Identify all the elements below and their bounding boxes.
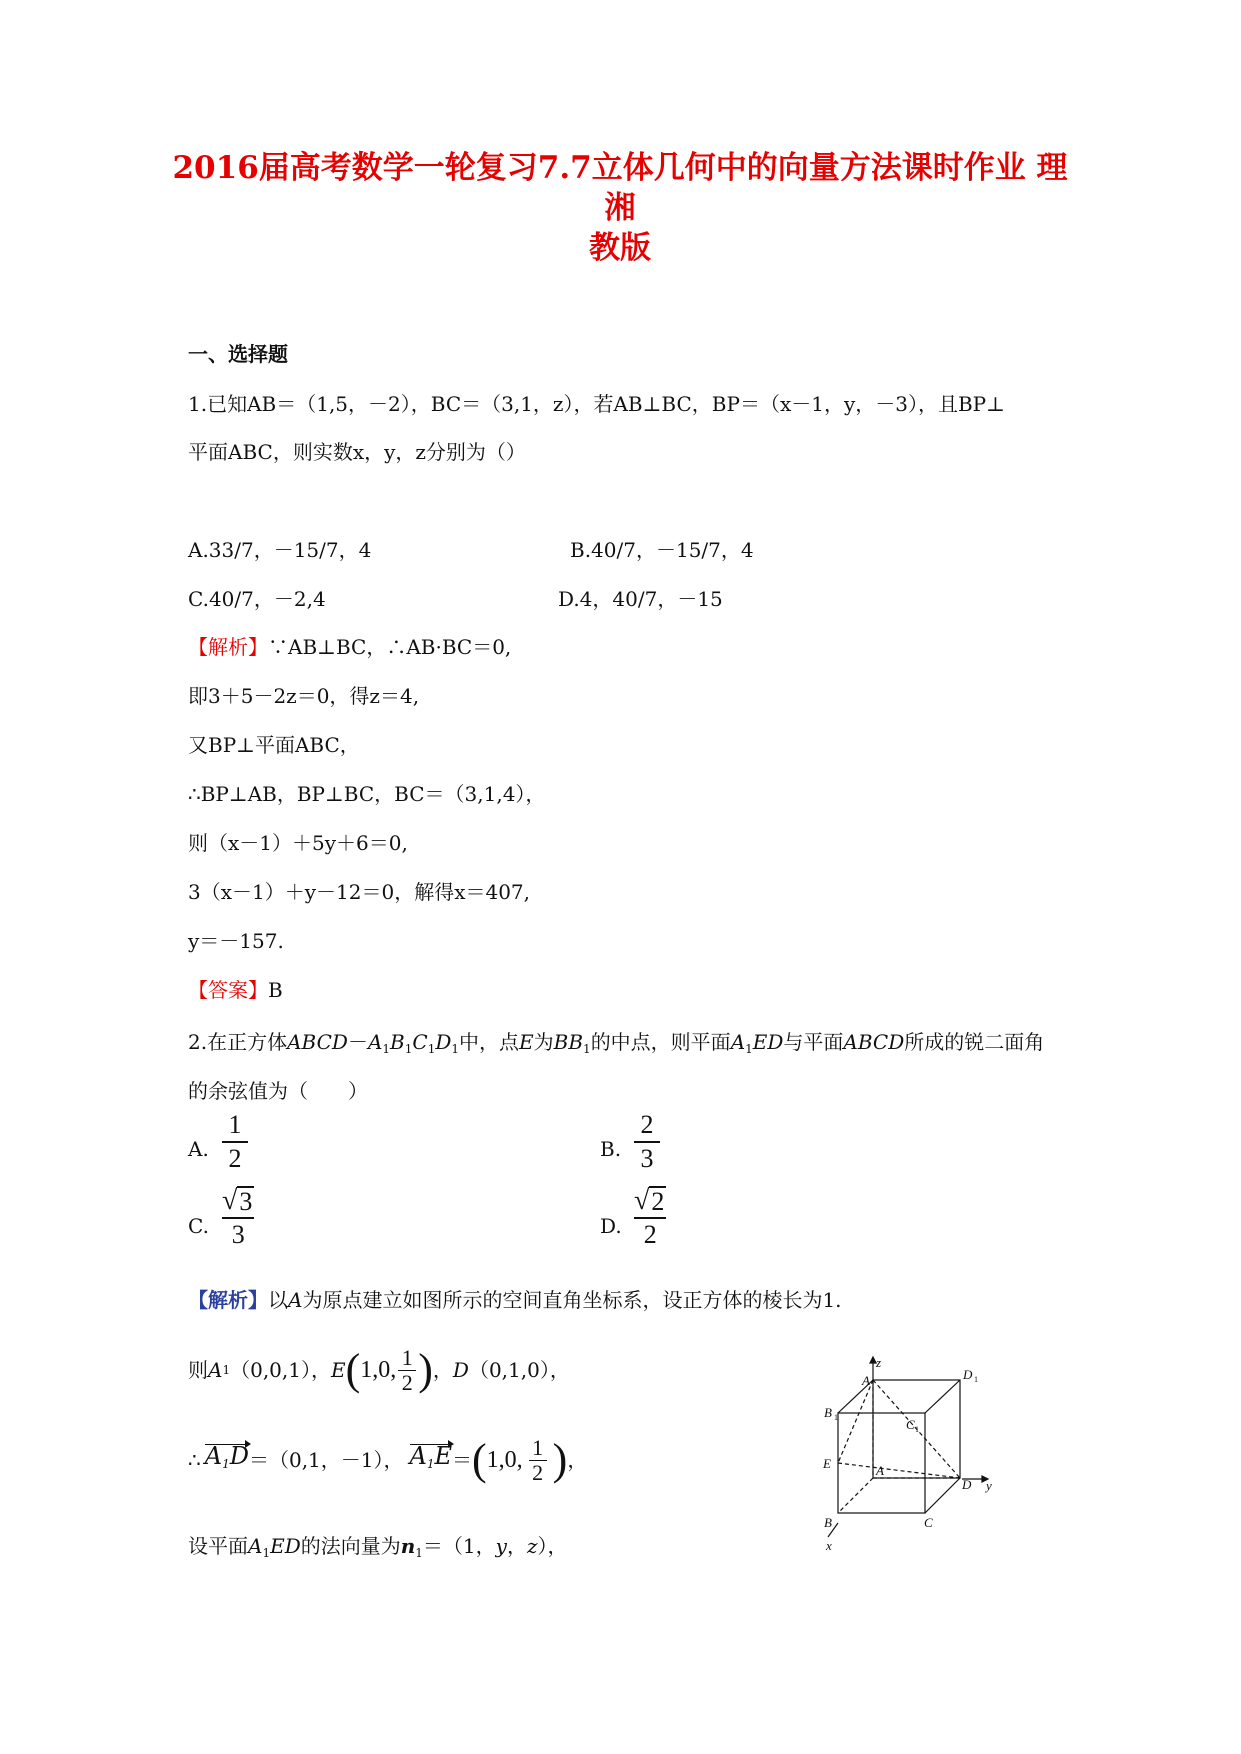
point-a1: A [208, 1358, 223, 1382]
fraction-bar [222, 1141, 248, 1143]
q2-option-a-label: A. [188, 1137, 209, 1161]
vertex-a1: A [367, 1030, 383, 1054]
vertex-d1: D [435, 1030, 452, 1054]
segment-e-d [838, 1463, 960, 1478]
left-paren: ( [345, 1345, 361, 1394]
normal-text: 的法向量为 [300, 1534, 401, 1558]
label-c1: C [906, 1417, 915, 1432]
vector-a1d: $A_1D$ [205, 1442, 249, 1478]
denominator: 2 [643, 1220, 657, 1249]
label-y: y [986, 1478, 992, 1493]
segment-a1-e [838, 1380, 873, 1463]
var-z: z [526, 1534, 538, 1558]
numerator: 1 [532, 1434, 544, 1460]
d-coordinates: （0,1,0）， [468, 1358, 570, 1382]
cube-name: ABCD [287, 1030, 348, 1054]
numerator: 1 [228, 1110, 242, 1139]
q1-option-a: A.33/7，－15/7，4 [188, 538, 372, 562]
analysis-tag: 【解析】 [188, 635, 268, 659]
q2-stem-text: 2.在正方体 [188, 1030, 288, 1054]
q2-stem-text: 与平面 [783, 1030, 844, 1054]
label-d1-sub: 1 [974, 1375, 978, 1384]
subscript: 1 [427, 1042, 436, 1056]
normal-vector-n: n [400, 1534, 416, 1558]
section-heading: 一、选择题 [188, 342, 288, 366]
subscript: 1 [451, 1042, 460, 1056]
therefore-symbol: ∴ [188, 1448, 201, 1472]
denominator: 3 [640, 1144, 654, 1173]
subscript: 1 [583, 1042, 591, 1056]
edge-d1-c1 [925, 1380, 960, 1413]
vector-a1e-half-fraction [529, 1436, 547, 1485]
q2-stem-line1 [188, 1028, 1044, 1063]
point-d: D [452, 1358, 469, 1382]
label-c: C [924, 1515, 933, 1530]
subscript: 1 [415, 1546, 423, 1560]
q2-normal-line [188, 1532, 568, 1567]
q2-option-b-label: B. [600, 1137, 622, 1161]
vector-a1e: $A_1E$ [410, 1442, 453, 1478]
numerator: 2 [640, 1110, 654, 1139]
q1-stem-line1: 1.已知AB＝（1,5，－2），BC＝（3,1，z），若AB⊥BC，BP＝（x－1，y，－3），且BP⊥ [188, 392, 1005, 416]
right-paren: ) [418, 1345, 433, 1394]
dash: － [347, 1030, 368, 1054]
label-b1-sub: 1 [834, 1413, 838, 1422]
subscript: 1 [222, 1363, 231, 1377]
q1-analysis-line6: 3（x－1）＋y－12＝0，解得x＝407, [188, 880, 531, 904]
q2-option-a-fraction [222, 1110, 248, 1174]
q2-stem-text: 所成的锐二面角 [904, 1030, 1045, 1054]
origin-a: A [288, 1288, 303, 1312]
label-d1: D [963, 1367, 973, 1382]
label-a: A [876, 1463, 884, 1478]
square-root: √ 2 [634, 1185, 665, 1216]
plane-ed: ED [270, 1534, 301, 1558]
document-title-line1: 2016届高考数学一轮复习7.7立体几何中的向量方法课时作业 理湘 [172, 150, 1068, 226]
document-title-line2: 教版 [589, 230, 651, 266]
vertex-b1: B [390, 1030, 405, 1054]
q1-analysis-line7: y＝－157. [188, 929, 284, 953]
fraction-bar [222, 1217, 254, 1219]
numerator: 1 [401, 1344, 413, 1370]
q2-option-b-fraction [634, 1110, 660, 1174]
radicand: 3 [239, 1187, 253, 1216]
normal-prefix: 设平面 [188, 1534, 248, 1558]
e-half-fraction [398, 1346, 416, 1395]
label-c1-sub: 1 [915, 1425, 919, 1434]
label-z: z [876, 1355, 882, 1370]
label-e: E [823, 1456, 831, 1471]
comma: ， [506, 1534, 527, 1558]
q2-stem-text: 的中点，则平面 [590, 1030, 731, 1054]
denominator: 3 [231, 1220, 245, 1249]
square-root: √ 3 [222, 1185, 253, 1216]
edge-bb1: BB [553, 1030, 584, 1054]
edge-d-c [925, 1478, 960, 1513]
q2-coords-line [188, 1340, 570, 1400]
denominator: 2 [532, 1459, 544, 1485]
subscript: 1 [262, 1546, 271, 1560]
analysis-tag: 【解析】 [188, 1288, 268, 1312]
label-b1: B [824, 1405, 832, 1420]
edge-a-b-hidden [838, 1478, 873, 1513]
equals-sign: ＝ [452, 1448, 473, 1472]
var-y: y [495, 1534, 507, 1558]
q1-analysis-line5: 则（x－1）＋5y＋6＝0, [188, 831, 408, 855]
comma: ， [432, 1358, 453, 1382]
normal-value: ＝（1， [422, 1534, 496, 1558]
analysis-text: 为原点建立如图所示的空间直角坐标系，设正方体的棱长为1. [302, 1288, 842, 1312]
coords-prefix: 则 [188, 1358, 208, 1382]
subscript: 1 [745, 1042, 753, 1056]
q2-option-c-fraction [222, 1186, 254, 1250]
fraction-bar [634, 1217, 666, 1219]
left-paren: ( [472, 1435, 487, 1484]
plane-abcd: ABCD [843, 1030, 905, 1054]
vector-a1d-value: ＝（0,1，－1）， [248, 1448, 404, 1472]
label-x: x [826, 1538, 832, 1553]
plane-a1: A [730, 1030, 746, 1054]
plane-ed: ED [752, 1030, 784, 1054]
q2-option-c-label: C. [188, 1214, 209, 1238]
normal-end: ）， [537, 1534, 568, 1558]
q2-option-d-label: D. [600, 1214, 622, 1238]
q1-analysis-line2: 即3＋5－2z＝0，得z＝4, [188, 684, 420, 708]
q2-analysis-line1 [188, 1286, 842, 1314]
q1-option-d: D.4，40/7，－15 [558, 587, 723, 611]
plane-a1: A [248, 1534, 263, 1558]
q1-option-c: C.40/7，－2,4 [188, 587, 326, 611]
point-e: E [330, 1358, 346, 1382]
subscript: 1 [382, 1042, 391, 1056]
right-paren: ) [552, 1435, 568, 1484]
denominator: 2 [228, 1144, 242, 1173]
answer-tag: 【答案】 [188, 978, 268, 1002]
analysis-text: ∵AB⊥BC，∴AB·BC＝0, [268, 635, 512, 659]
answer-value: B [268, 978, 283, 1002]
vector-a1e-value: 1,0, [486, 1447, 523, 1473]
vertex-c1: C [412, 1030, 428, 1054]
analysis-text: 以 [268, 1288, 288, 1312]
denominator: 2 [401, 1369, 413, 1395]
q2-stem-text: 中，点 [459, 1030, 520, 1054]
label-a1: A [862, 1373, 870, 1388]
fraction-bar [634, 1141, 660, 1143]
q1-option-b: B.40/7，－15/7，4 [570, 538, 754, 562]
a1-coordinates: （0,0,1）， [230, 1358, 331, 1382]
q1-stem-line2: 平面ABC，则实数x，y，z分别为（） [188, 440, 526, 464]
q2-stem-line2: 的余弦值为（ ） [188, 1079, 368, 1103]
q2-stem-text: 为 [533, 1030, 554, 1054]
q2-option-d-fraction [634, 1186, 666, 1250]
point-e: E [519, 1030, 534, 1054]
e-coordinates: 1,0, [360, 1357, 397, 1383]
q1-analysis-line4: ∴BP⊥AB，BP⊥BC，BC＝（3,1,4）， [188, 782, 546, 806]
label-b: B [824, 1515, 832, 1530]
q1-answer [188, 976, 283, 1004]
label-d: D [962, 1477, 972, 1492]
q2-vector-line [188, 1428, 587, 1492]
comma: ， [567, 1448, 588, 1472]
cube-coordinate-figure [810, 1355, 1010, 1555]
subscript: 1 [404, 1042, 413, 1056]
radicand: 2 [651, 1187, 665, 1216]
q1-analysis-line1 [188, 633, 511, 661]
q1-analysis-line3: 又BP⊥平面ABC， [188, 733, 360, 757]
